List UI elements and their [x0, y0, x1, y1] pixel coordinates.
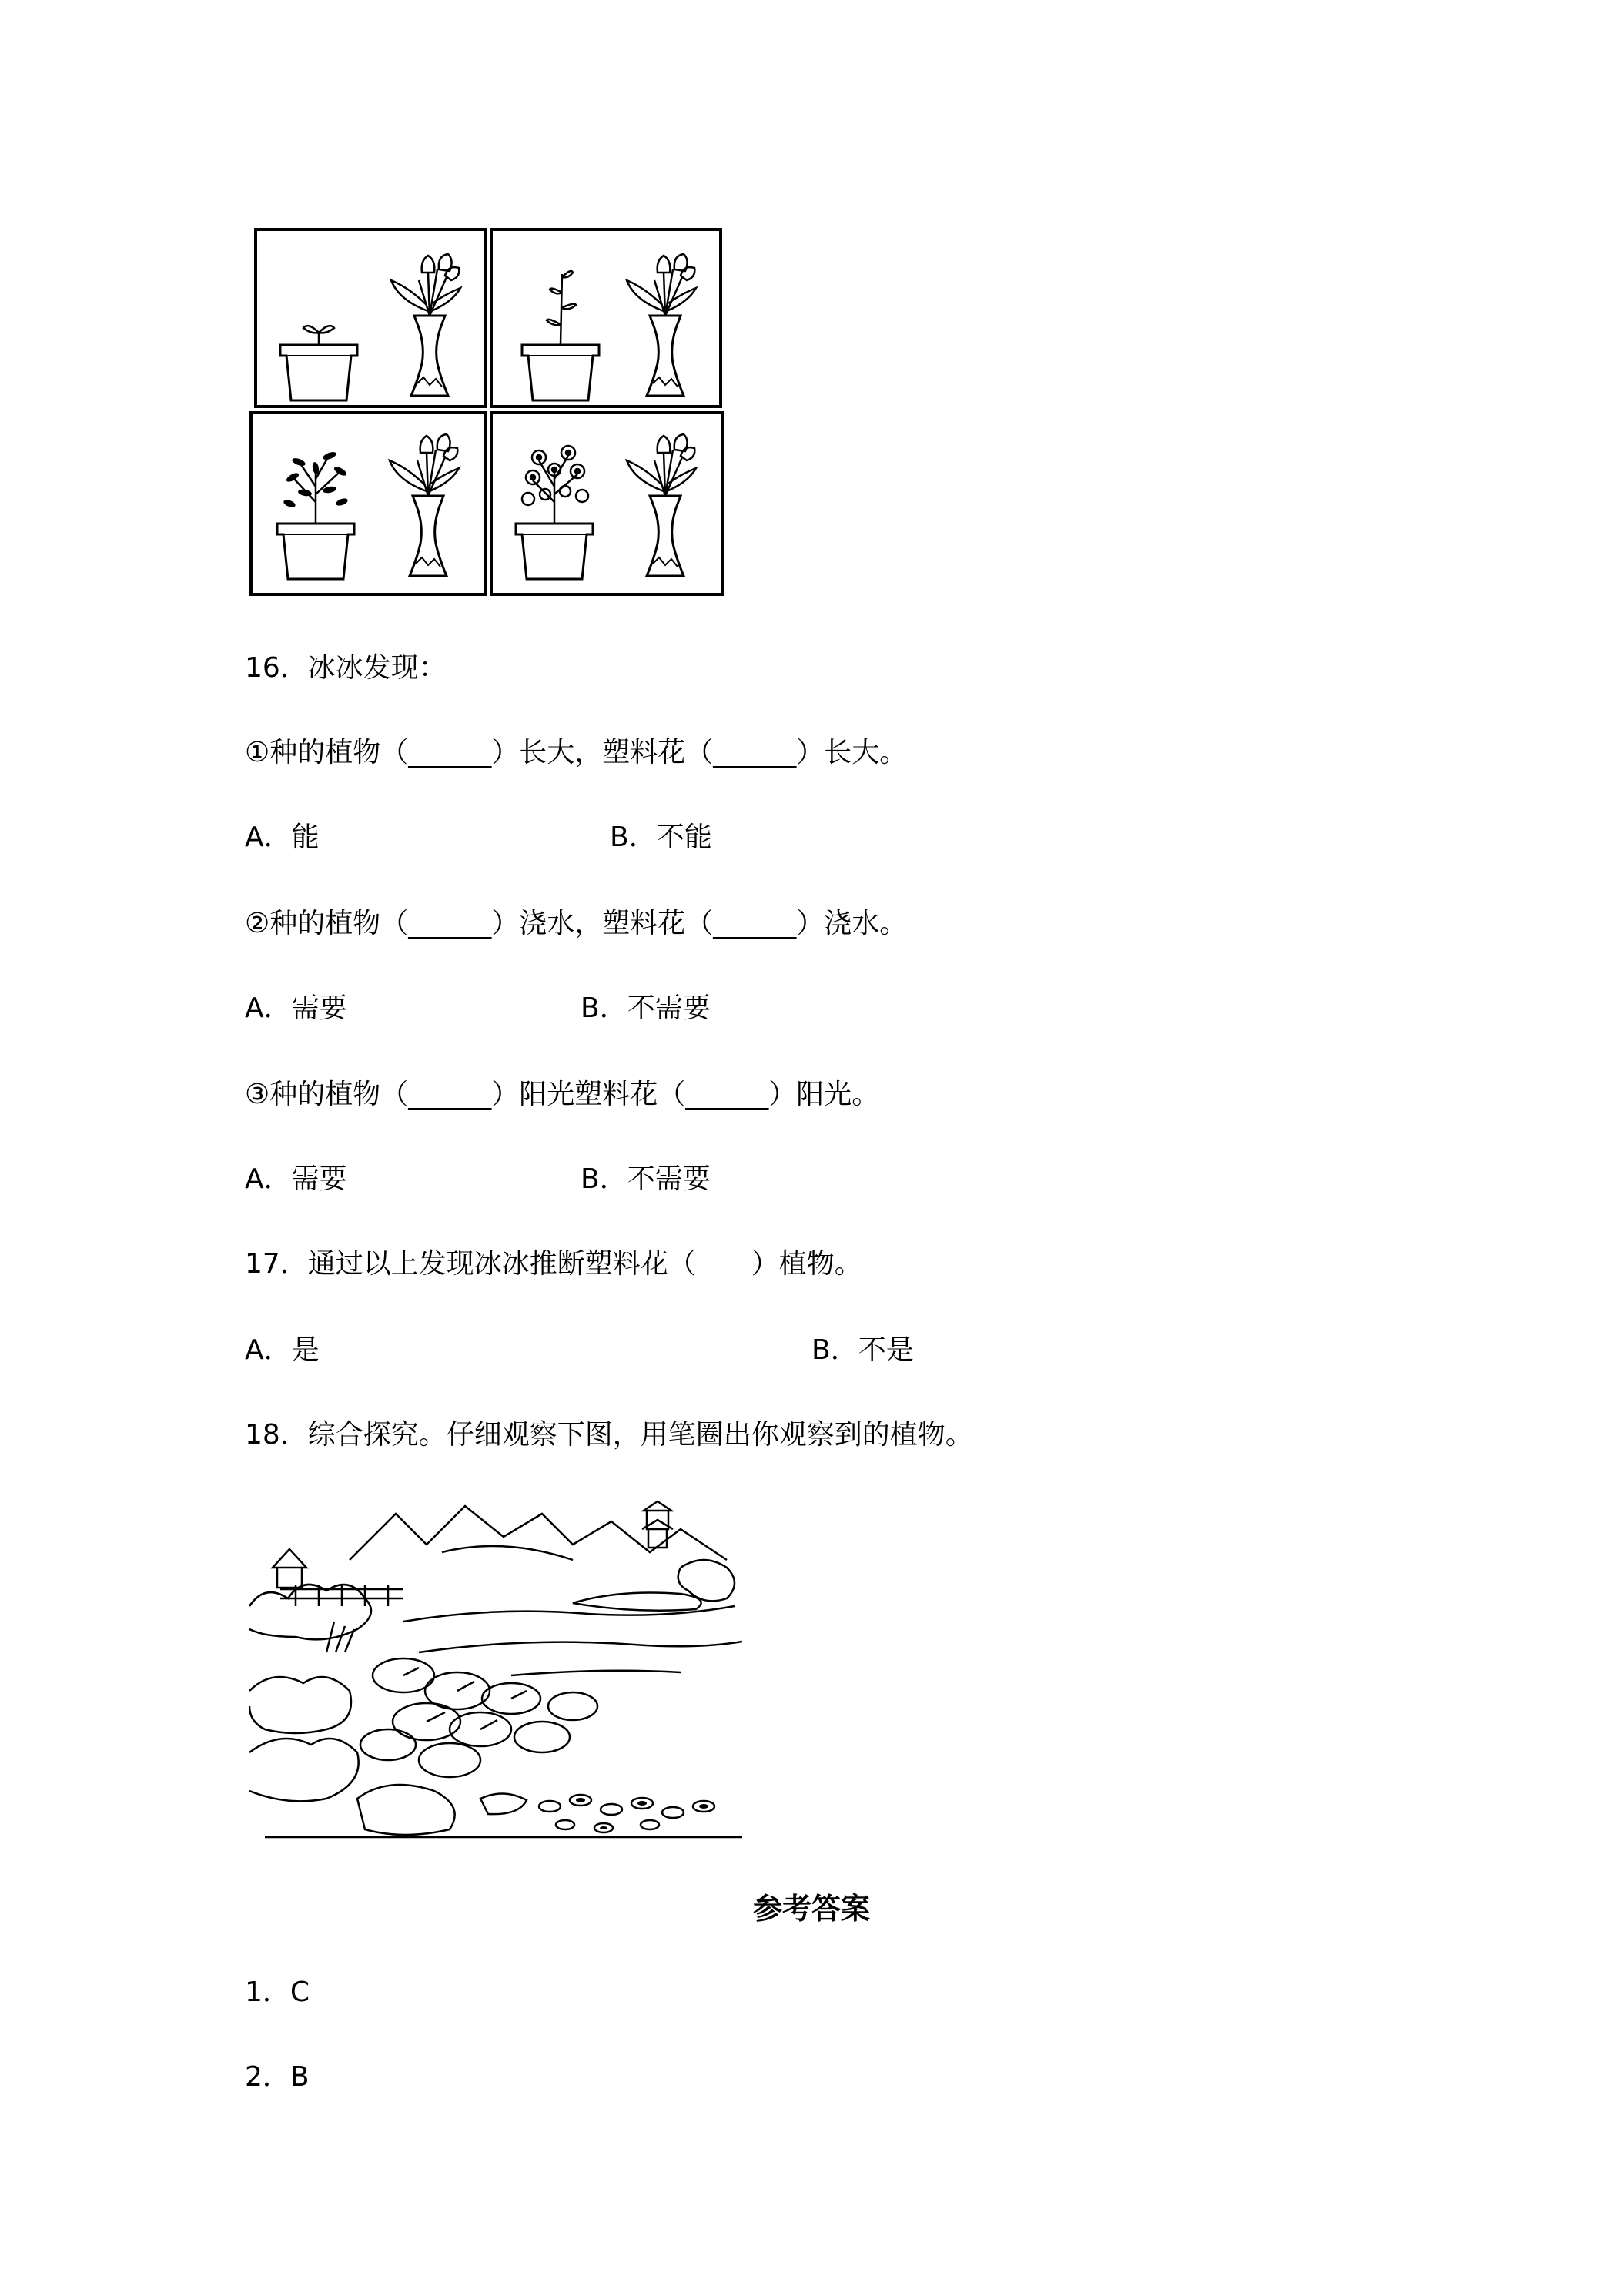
q16-item3-option-a[interactable]: A．需要: [245, 1163, 347, 1195]
q17-option-b[interactable]: B．不是: [812, 1334, 914, 1366]
q16-item1-option-a[interactable]: A．能: [245, 822, 320, 853]
q16-item2-option-a[interactable]: A．需要: [245, 992, 347, 1024]
landscape-illustration: [249, 1498, 742, 1842]
q18-text: 18．综合探究。仔细观察下图，用笔圈出你观察到的植物。: [245, 1419, 973, 1451]
q16-item3: ③种的植物（______）阳光塑料花（______）阳光。: [245, 1079, 880, 1110]
panel-seedling: [522, 254, 696, 400]
q17-text: 17．通过以上发现冰冰推断塑料花（ ）植物。: [245, 1248, 862, 1280]
q16-item3-option-b[interactable]: B．不需要: [581, 1163, 711, 1195]
plant-growth-figure: [246, 225, 727, 601]
panel-flowering-plant: [516, 434, 696, 579]
panel-leafy-plant: [277, 434, 459, 579]
q16-item2: ②种的植物（______）浇水，塑料花（______）浇水。: [245, 908, 908, 939]
q16-heading: 16．冰冰发现：: [245, 652, 447, 684]
q17-option-a[interactable]: A．是: [245, 1334, 320, 1366]
answer-1: 1．C: [245, 1976, 310, 2008]
q16-item2-option-b[interactable]: B．不需要: [581, 992, 711, 1024]
q16-item1-option-b[interactable]: B．不能: [610, 822, 712, 853]
q16-item1: ①种的植物（______）长大，塑料花（______）长大。: [245, 737, 908, 768]
panel-sprout: [280, 254, 460, 400]
answers-title: 参考答案: [752, 1892, 870, 1926]
answer-2: 2．B: [245, 2061, 310, 2093]
